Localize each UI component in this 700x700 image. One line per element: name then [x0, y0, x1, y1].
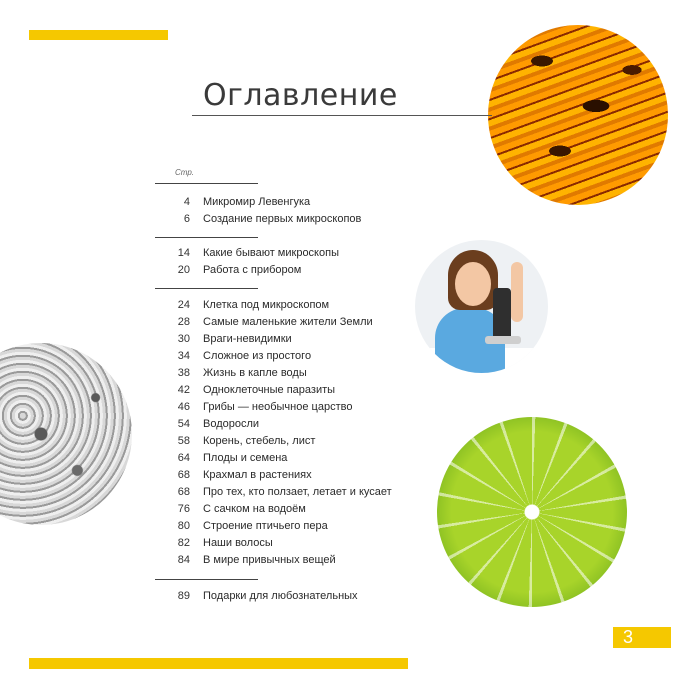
section-divider [155, 237, 258, 238]
toc-page: 76 [177, 503, 190, 515]
microscope-base [485, 336, 521, 344]
toc-entry [150, 484, 392, 500]
toc-page: 54 [177, 418, 190, 430]
girl-with-microscope-photo [415, 240, 548, 373]
toc-title: Строение птичьего пера [203, 520, 328, 532]
toc-title: Самые маленькие жители Земли [203, 316, 373, 328]
toc-title: Одноклеточные паразиты [203, 384, 336, 396]
toc-page: 38 [177, 367, 190, 379]
toc-page: 30 [177, 333, 190, 345]
toc-title: Крахмал в растениях [203, 469, 312, 481]
toc-title: Водоросли [203, 418, 260, 430]
photo-girl-face [455, 262, 491, 306]
toc-entry [150, 450, 287, 466]
toc-page: 4 [183, 196, 190, 208]
section-divider [155, 183, 258, 184]
toc-title: Плоды и семена [203, 452, 288, 464]
toc-title: Корень, стебель, лист [203, 435, 316, 447]
toc-entry [150, 245, 339, 261]
toc-page: 68 [177, 469, 190, 481]
toc-page: 46 [177, 401, 190, 413]
toc-entry [150, 297, 329, 313]
toc-page: 80 [177, 520, 190, 532]
toc-page: 14 [177, 247, 190, 259]
section-divider [155, 579, 258, 580]
toc-entry [150, 314, 373, 330]
toc-entry [150, 433, 315, 449]
cell-structure-photo [0, 343, 132, 525]
toc-page: 58 [177, 435, 190, 447]
toc-page: 82 [177, 537, 190, 549]
bottom-accent-bar [29, 658, 408, 669]
toc-title: Жизнь в капле воды [203, 367, 307, 379]
page-title: Оглавление [203, 78, 398, 113]
toc-page: 6 [183, 213, 190, 225]
toc-title: Работа с прибором [203, 264, 302, 276]
toc-entry [150, 518, 328, 534]
toc-entry [150, 262, 301, 278]
toc-entry [150, 399, 352, 415]
page-number-badge: 3 [613, 627, 671, 648]
toc-title: Наши волосы [203, 537, 273, 549]
microscope-icon [493, 288, 511, 340]
toc-page: 42 [177, 384, 190, 396]
section-divider [155, 288, 258, 289]
toc-page: 34 [177, 350, 190, 362]
toc-entry [150, 588, 358, 604]
toc-title: Какие бывают микроскопы [203, 247, 339, 259]
toc-entry [150, 331, 292, 347]
toc-title: Создание первых микроскопов [203, 213, 362, 225]
toc-page: 84 [177, 554, 190, 566]
toc-page: 64 [177, 452, 190, 464]
toc-entry [150, 501, 306, 517]
toc-title: Подарки для любознательных [203, 590, 358, 602]
photo-girl-arm [511, 262, 523, 322]
toc-entry [150, 348, 311, 364]
page-column-header: Стр. [175, 168, 195, 177]
top-accent-bar [29, 30, 168, 40]
toc-title: В мире привычных вещей [203, 554, 336, 566]
butterfly-wing-photo [488, 25, 668, 205]
toc-entry [150, 194, 310, 210]
toc-title: Про тех, кто ползает, летает и кусает [203, 486, 392, 498]
toc-title: Микромир Левенгука [203, 196, 311, 208]
toc-title: С сачком на водоём [203, 503, 306, 515]
toc-entry [150, 365, 307, 381]
toc-entry [150, 552, 336, 568]
title-underline [192, 115, 492, 116]
toc-entry [150, 467, 312, 483]
toc-title: Сложное из простого [203, 350, 312, 362]
diatom-photo [437, 417, 627, 607]
toc-entry [150, 211, 361, 227]
toc-page: 68 [177, 486, 190, 498]
toc-entry [150, 416, 259, 432]
toc-title: Клетка под микроскопом [203, 299, 330, 311]
toc-page: 28 [177, 316, 190, 328]
toc-page: 24 [177, 299, 190, 311]
toc-title: Грибы — необычное царство [203, 401, 353, 413]
toc-page: 20 [177, 264, 190, 276]
toc-entry [150, 382, 335, 398]
toc-entry [150, 535, 273, 551]
toc-title: Враги-невидимки [203, 333, 292, 345]
toc-page: 89 [177, 590, 190, 602]
